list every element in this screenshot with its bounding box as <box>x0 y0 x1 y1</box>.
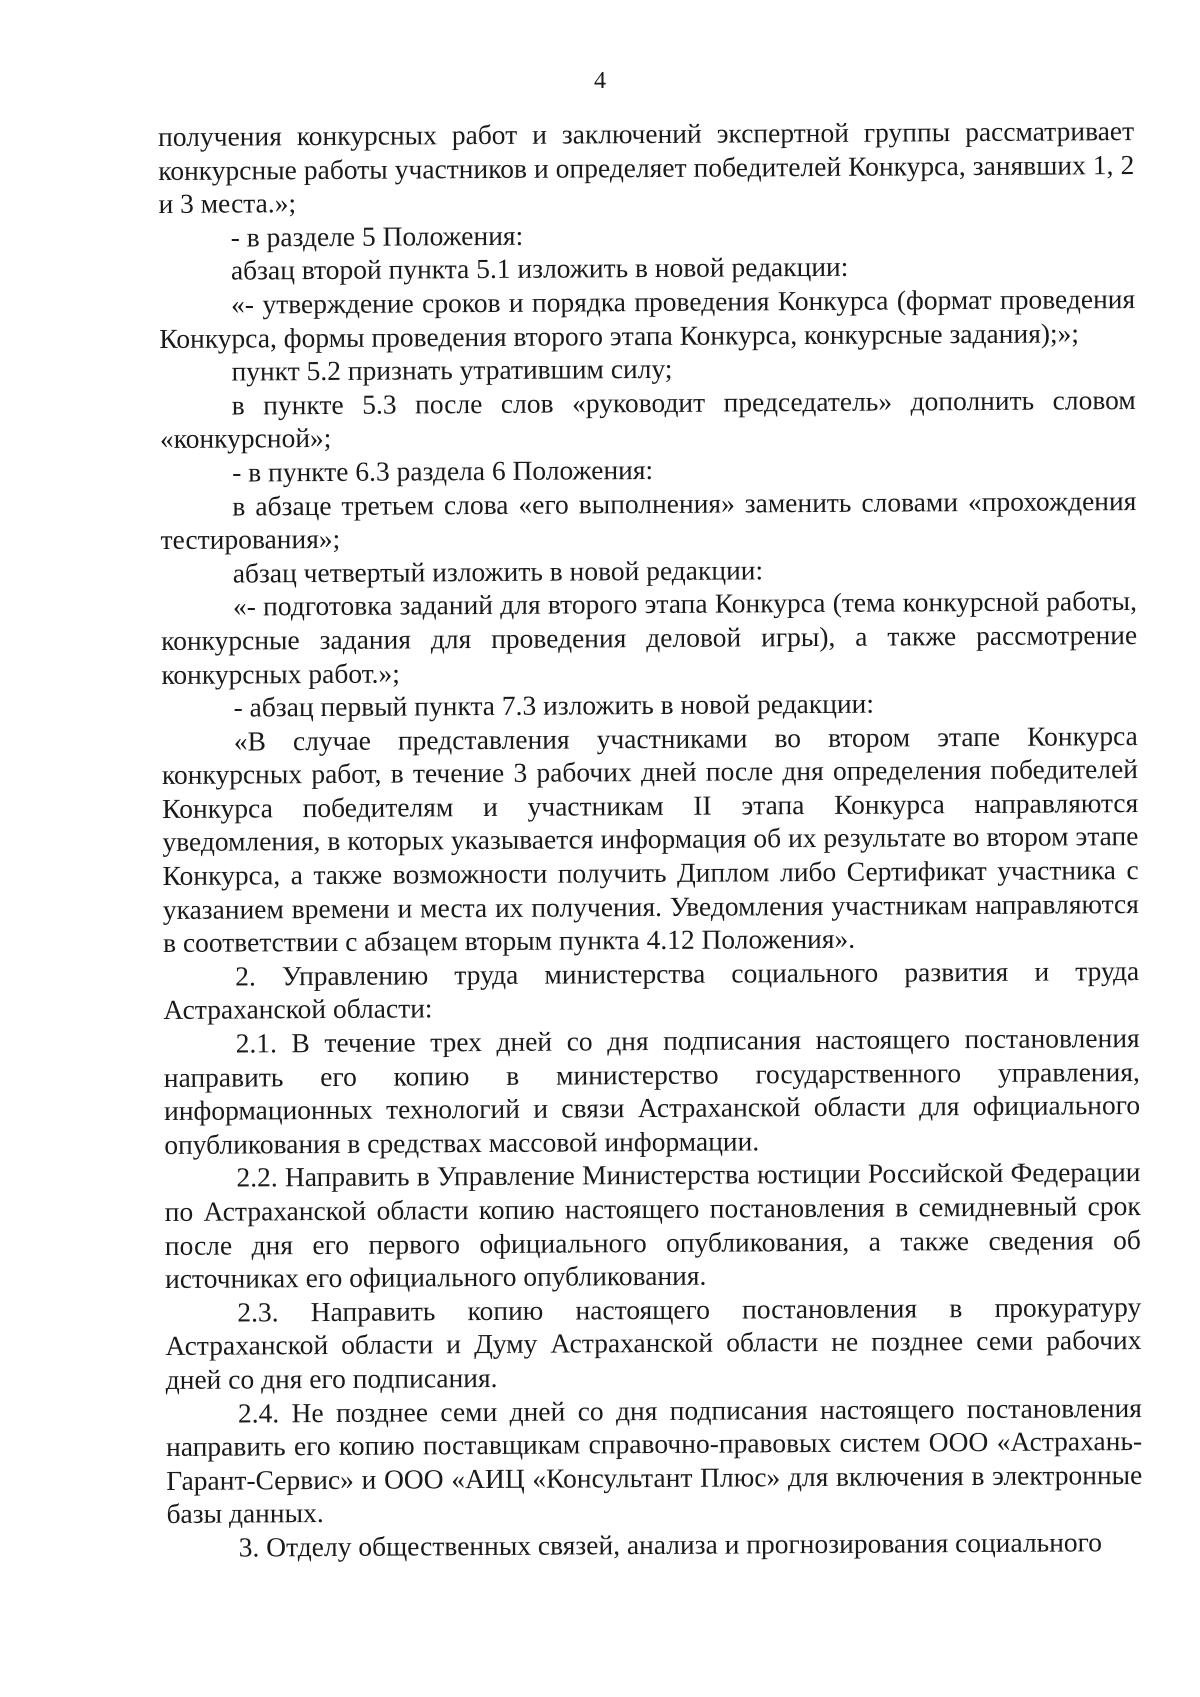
paragraph-item-7-3: - абзац первый пункта 7.3 изложить в новой редакции: <box>233 687 875 723</box>
page-number: 4 <box>594 68 606 94</box>
paragraph-section-5: - в разделе 5 Положения: <box>230 219 524 253</box>
paragraph-item-7-3-text: «В случае представления участниками во втором этапе Конкурса конкурсных работ, в течение 3 рабочих дней после дня определения победителей Конкурса победителям и участникам II этапа Конкурса направляются уведомления, в которых указывается информация об их результате во втором этапе Конкурса, а также возможности получить Диплом либо Сертификат участника с указанием времени и места их получения. Уведомления участникам направляются в соответствии с абзацем вторым пункта 4.12 Положения». <box>161 719 1139 959</box>
paragraph-clause-2-3: 2.3. Направить копию настоящего постановления в прокуратуру Астраханской области и Думу Астраханской области не позднее семи рабочих дней со дня его подписания. <box>165 1290 1142 1395</box>
paragraph-clause-2-4: 2.4. Не позднее семи дней со дня подписания настоящего постановления направить его копию поставщикам справочно-правовых систем ООО «Астрахань-Гарант-Сервис» и ООО «АИЦ «Консультант Плюс» для включения в электронные базы данных. <box>166 1391 1143 1530</box>
paragraph-item-6-3-fourth-text: «- подготовка заданий для второго этапа Конкурса (тема конкурсной работы, конкурсные задания для проведения деловой игры), а также рассмотрение конкурсных работ.»; <box>161 585 1138 690</box>
paragraph-clause-2-2: 2.2. Направить в Управление Министерства юстиции Российской Федерации по Астраханской области копию настоящего постановления в семидневный срок после дня его первого официального опубликования, а также сведения об источниках его официального опубликования. <box>164 1156 1141 1295</box>
document-body <box>158 114 1143 1564</box>
paragraph-continuation: получения конкурсных работ и заключений экспертной группы рассматривает конкурсные работы участников и определяет победителей Конкурса, занявших 1, 2 и 3 места.»; <box>158 115 1135 220</box>
paragraph-item-5-1: абзац второй пункта 5.1 изложить в новой редакции: <box>230 251 849 286</box>
paragraph-item-6-3-fourth: абзац четвертый изложить в новой редакции: <box>232 554 764 589</box>
paragraph-clause-2-1: 2.1. В течение трех дней со дня подписания настоящего постановления направить его копию в министерство государственного управления, информационных технологий и связи Астраханской области для официального опубликования в средствах массовой информации. <box>163 1022 1141 1160</box>
paragraph-clause-2: 2. Управлению труда министерства социального развития и труда Астраханской области: <box>163 954 1140 1026</box>
paragraph-clause-3: 3. Отделу общественных связей, анализа и прогнозирования социального <box>238 1526 1103 1563</box>
paragraph-item-5-3: в пункте 5.3 после слов «руководит председатель» дополнить словом «конкурсной»; <box>159 383 1136 455</box>
paragraph-item-6-3-third: в абзаце третьем слова «его выполнения» заменить словами «прохождения тестирования»; <box>160 484 1137 556</box>
paragraph-item-5-2: пункт 5.2 признать утратившим силу; <box>231 353 673 387</box>
paragraph-item-6-3: - в пункте 6.3 раздела 6 Положения: <box>232 453 654 488</box>
paragraph-item-5-1-text: «- утверждение сроков и порядка проведения Конкурса (формат проведения Конкурса, формы проведения второго этапа Конкурса, конкурсные задания);»; <box>159 283 1136 354</box>
